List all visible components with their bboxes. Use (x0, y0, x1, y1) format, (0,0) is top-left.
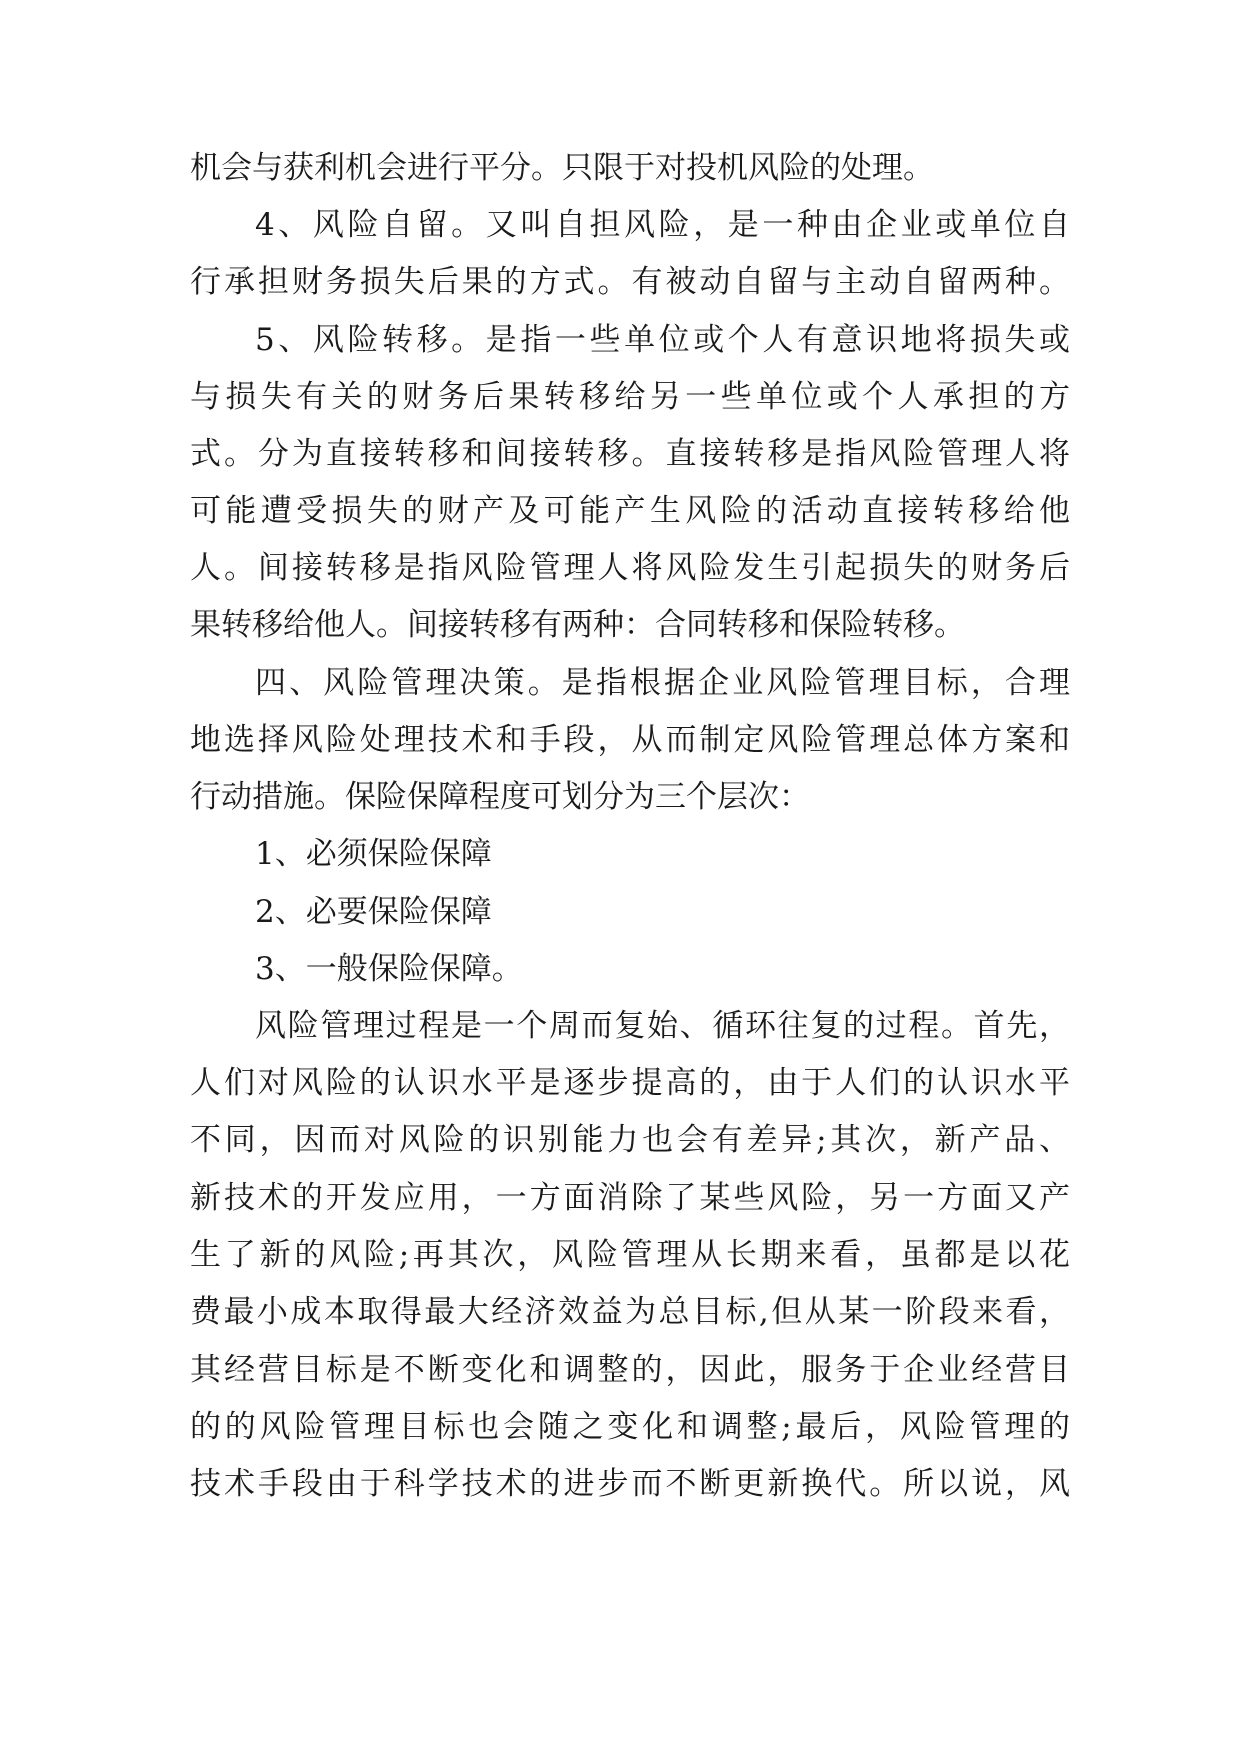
text-line: 的的风险管理目标也会随之变化和调整;最后，风险管理的 (190, 1409, 1070, 1445)
text-line: 与损失有关的财务后果转移给另一些单位或个人承担的方 (190, 379, 1070, 415)
text-line: 人。间接转移是指风险管理人将风险发生引起损失的财务后 (190, 550, 1070, 586)
text-line: 机会与获利机会进行平分。只限于对投机风险的处理。 (190, 150, 934, 186)
text-line: 人们对风险的认识水平是逐步提高的，由于人们的认识水平 (190, 1065, 1070, 1101)
text-line: 可能遭受损失的财产及可能产生风险的活动直接转移给他 (190, 493, 1070, 529)
text-line: 地选择风险处理技术和手段，从而制定风险管理总体方案和 (190, 722, 1070, 758)
text-line: 4、风险自留。又叫自担风险，是一种由企业或单位自 (255, 207, 1070, 243)
text-line: 5、风险转移。是指一些单位或个人有意识地将损失或 (255, 322, 1070, 358)
text-line: 不同，因而对风险的识别能力也会有差异;其次，新产品、 (190, 1122, 1070, 1158)
list-item: 3、一般保险保障。 (255, 951, 523, 987)
text-line: 其经营目标是不断变化和调整的，因此，服务于企业经营目 (190, 1352, 1070, 1388)
text-line: 行承担财务损失后果的方式。有被动自留与主动自留两种。 (190, 264, 1070, 300)
list-item: 1、必须保险保障 (255, 836, 492, 872)
text-line: 费最小成本取得最大经济效益为总目标,但从某一阶段来看， (190, 1294, 1070, 1330)
text-line: 行动措施。保险保障程度可划分为三个层次： (190, 779, 810, 815)
text-line: 生了新的风险;再其次，风险管理从长期来看，虽都是以花 (190, 1237, 1070, 1273)
list-item: 2、必要保险保障 (255, 894, 492, 930)
text-line: 式。分为直接转移和间接转移。直接转移是指风险管理人将 (190, 436, 1070, 472)
text-line: 新技术的开发应用，一方面消除了某些风险，另一方面又产 (190, 1180, 1070, 1216)
text-line: 风险管理过程是一个周而复始、循环往复的过程。首先， (255, 1008, 1070, 1044)
text-line: 四、风险管理决策。是指根据企业风险管理目标，合理 (255, 665, 1070, 701)
text-line: 果转移给他人。间接转移有两种：合同转移和保险转移。 (190, 607, 965, 643)
text-line: 技术手段由于科学技术的进步而不断更新换代。所以说，风 (190, 1466, 1070, 1502)
